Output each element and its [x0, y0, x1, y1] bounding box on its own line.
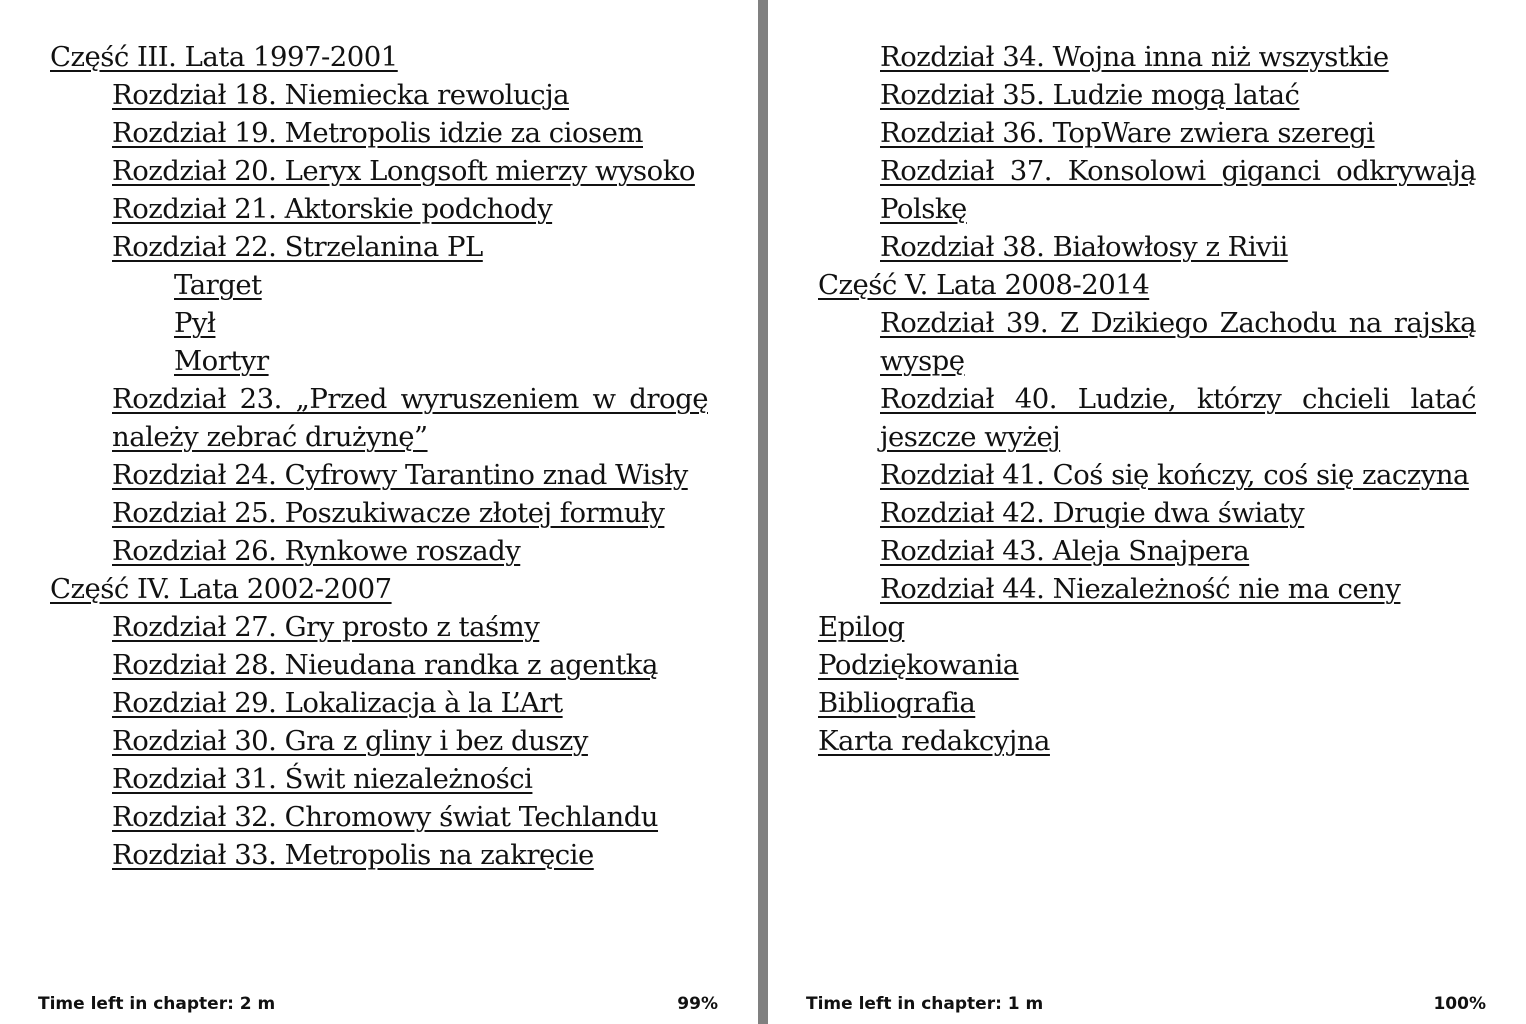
- toc-link[interactable]: Rozdział 31. Świt niezależności: [112, 763, 533, 795]
- toc-chapter-entry: [818, 456, 1476, 494]
- toc-link[interactable]: Bibliografia: [818, 687, 976, 719]
- toc-chapter-entry: [818, 532, 1476, 570]
- toc-chapter-entry: [50, 798, 708, 836]
- toc-chapter-entry: [818, 570, 1476, 608]
- toc-link[interactable]: Karta redakcyjna: [818, 725, 1050, 757]
- toc-link[interactable]: Rozdział 33. Metropolis na zakręcie: [112, 839, 594, 871]
- reading-progress: 99%: [677, 994, 718, 1014]
- toc-subsection-entry: [50, 342, 708, 380]
- toc-chapter-entry: [818, 76, 1476, 114]
- toc-link[interactable]: Rozdział 21. Aktorskie podchody: [112, 193, 553, 225]
- toc-link[interactable]: Rozdział 25. Poszukiwacze złotej formuły: [112, 497, 665, 529]
- toc-chapter-entry: [50, 684, 708, 722]
- toc-link[interactable]: Rozdział 42. Drugie dwa światy: [880, 497, 1305, 529]
- toc-chapter-entry: [50, 76, 708, 114]
- toc-chapter-entry: [50, 456, 708, 494]
- toc-link[interactable]: Rozdział 22. Strzelanina PL: [112, 231, 483, 263]
- toc-part-entry: [50, 570, 708, 608]
- toc-link[interactable]: Rozdział 27. Gry prosto z taśmy: [112, 611, 540, 643]
- toc-link[interactable]: Część V. Lata 2008-2014: [818, 269, 1150, 301]
- toc-link[interactable]: Rozdział 30. Gra z gliny i bez duszy: [112, 725, 588, 757]
- toc-chapter-entry: [50, 380, 708, 456]
- toc-link[interactable]: Część III. Lata 1997-2001: [50, 41, 398, 73]
- toc-chapter-entry: [50, 760, 708, 798]
- toc-chapter-entry: [818, 114, 1476, 152]
- toc-link[interactable]: Rozdział 20. Leryx Longsoft mierzy wysoko: [112, 155, 695, 187]
- table-of-contents: [818, 38, 1476, 760]
- toc-chapter-entry: [50, 152, 708, 190]
- toc-link[interactable]: Część IV. Lata 2002-2007: [50, 573, 392, 605]
- toc-part-entry: [818, 684, 1476, 722]
- toc-chapter-entry: [50, 190, 708, 228]
- toc-link[interactable]: Rozdział 32. Chromowy świat Techlandu: [112, 801, 659, 833]
- toc-link[interactable]: Rozdział 34. Wojna inna niż wszystkie: [880, 41, 1389, 73]
- toc-link[interactable]: Pył: [174, 307, 216, 339]
- toc-link[interactable]: Rozdział 23. „Przed wyruszeniem w drogę należy zebrać drużynę”: [112, 383, 708, 453]
- toc-chapter-entry: [50, 494, 708, 532]
- toc-link[interactable]: Rozdział 36. TopWare zwiera szeregi: [880, 117, 1375, 149]
- toc-link[interactable]: Rozdział 44. Niezależność nie ma ceny: [880, 573, 1401, 605]
- toc-link[interactable]: Rozdział 18. Niemiecka rewolucja: [112, 79, 569, 111]
- toc-link[interactable]: Rozdział 38. Białowłosy z Rivii: [880, 231, 1288, 263]
- toc-link[interactable]: Rozdział 29. Lokalizacja à la L’Art: [112, 687, 563, 719]
- toc-link[interactable]: Rozdział 41. Coś się kończy, coś się zaczyna: [880, 459, 1469, 491]
- table-of-contents: [50, 38, 708, 874]
- toc-link[interactable]: Rozdział 39. Z Dzikiego Zachodu na rajską wyspę: [880, 307, 1476, 377]
- toc-link[interactable]: Epilog: [818, 611, 905, 643]
- toc-link[interactable]: Target: [174, 269, 262, 301]
- toc-part-entry: [818, 266, 1476, 304]
- toc-link[interactable]: Mortyr: [174, 345, 269, 377]
- toc-chapter-entry: [50, 836, 708, 874]
- toc-chapter-entry: [818, 38, 1476, 76]
- toc-chapter-entry: [818, 304, 1476, 380]
- toc-part-entry: [50, 38, 708, 76]
- toc-part-entry: [818, 608, 1476, 646]
- toc-chapter-entry: [50, 114, 708, 152]
- time-left-in-chapter: Time left in chapter: 1 m: [806, 994, 1044, 1014]
- toc-chapter-entry: [818, 380, 1476, 456]
- toc-link[interactable]: Podziękowania: [818, 649, 1019, 681]
- time-left-in-chapter: Time left in chapter: 2 m: [38, 994, 276, 1014]
- toc-link[interactable]: Rozdział 37. Konsolowi giganci odkrywają Polskę: [880, 155, 1476, 225]
- toc-subsection-entry: [50, 304, 708, 342]
- reading-progress: 100%: [1433, 994, 1486, 1014]
- toc-link[interactable]: Rozdział 43. Aleja Snajpera: [880, 535, 1250, 567]
- toc-link[interactable]: Rozdział 28. Nieudana randka z agentką: [112, 649, 658, 681]
- toc-part-entry: [818, 722, 1476, 760]
- toc-subsection-entry: [50, 266, 708, 304]
- toc-link[interactable]: Rozdział 26. Rynkowe roszady: [112, 535, 521, 567]
- left-page: [0, 0, 758, 1024]
- toc-chapter-entry: [818, 152, 1476, 228]
- toc-chapter-entry: [50, 646, 708, 684]
- toc-part-entry: [818, 646, 1476, 684]
- toc-link[interactable]: Rozdział 35. Ludzie mogą latać: [880, 79, 1300, 111]
- toc-chapter-entry: [50, 722, 708, 760]
- toc-chapter-entry: [818, 494, 1476, 532]
- toc-chapter-entry: [50, 608, 708, 646]
- toc-link[interactable]: Rozdział 19. Metropolis idzie za ciosem: [112, 117, 643, 149]
- toc-link[interactable]: Rozdział 24. Cyfrowy Tarantino znad Wisły: [112, 459, 688, 491]
- toc-chapter-entry: [50, 228, 708, 266]
- toc-link[interactable]: Rozdział 40. Ludzie, którzy chcieli latać jeszcze wyżej: [880, 383, 1476, 453]
- toc-chapter-entry: [50, 532, 708, 570]
- right-page: [768, 0, 1526, 1024]
- page-divider: [758, 0, 768, 1024]
- toc-chapter-entry: [818, 228, 1476, 266]
